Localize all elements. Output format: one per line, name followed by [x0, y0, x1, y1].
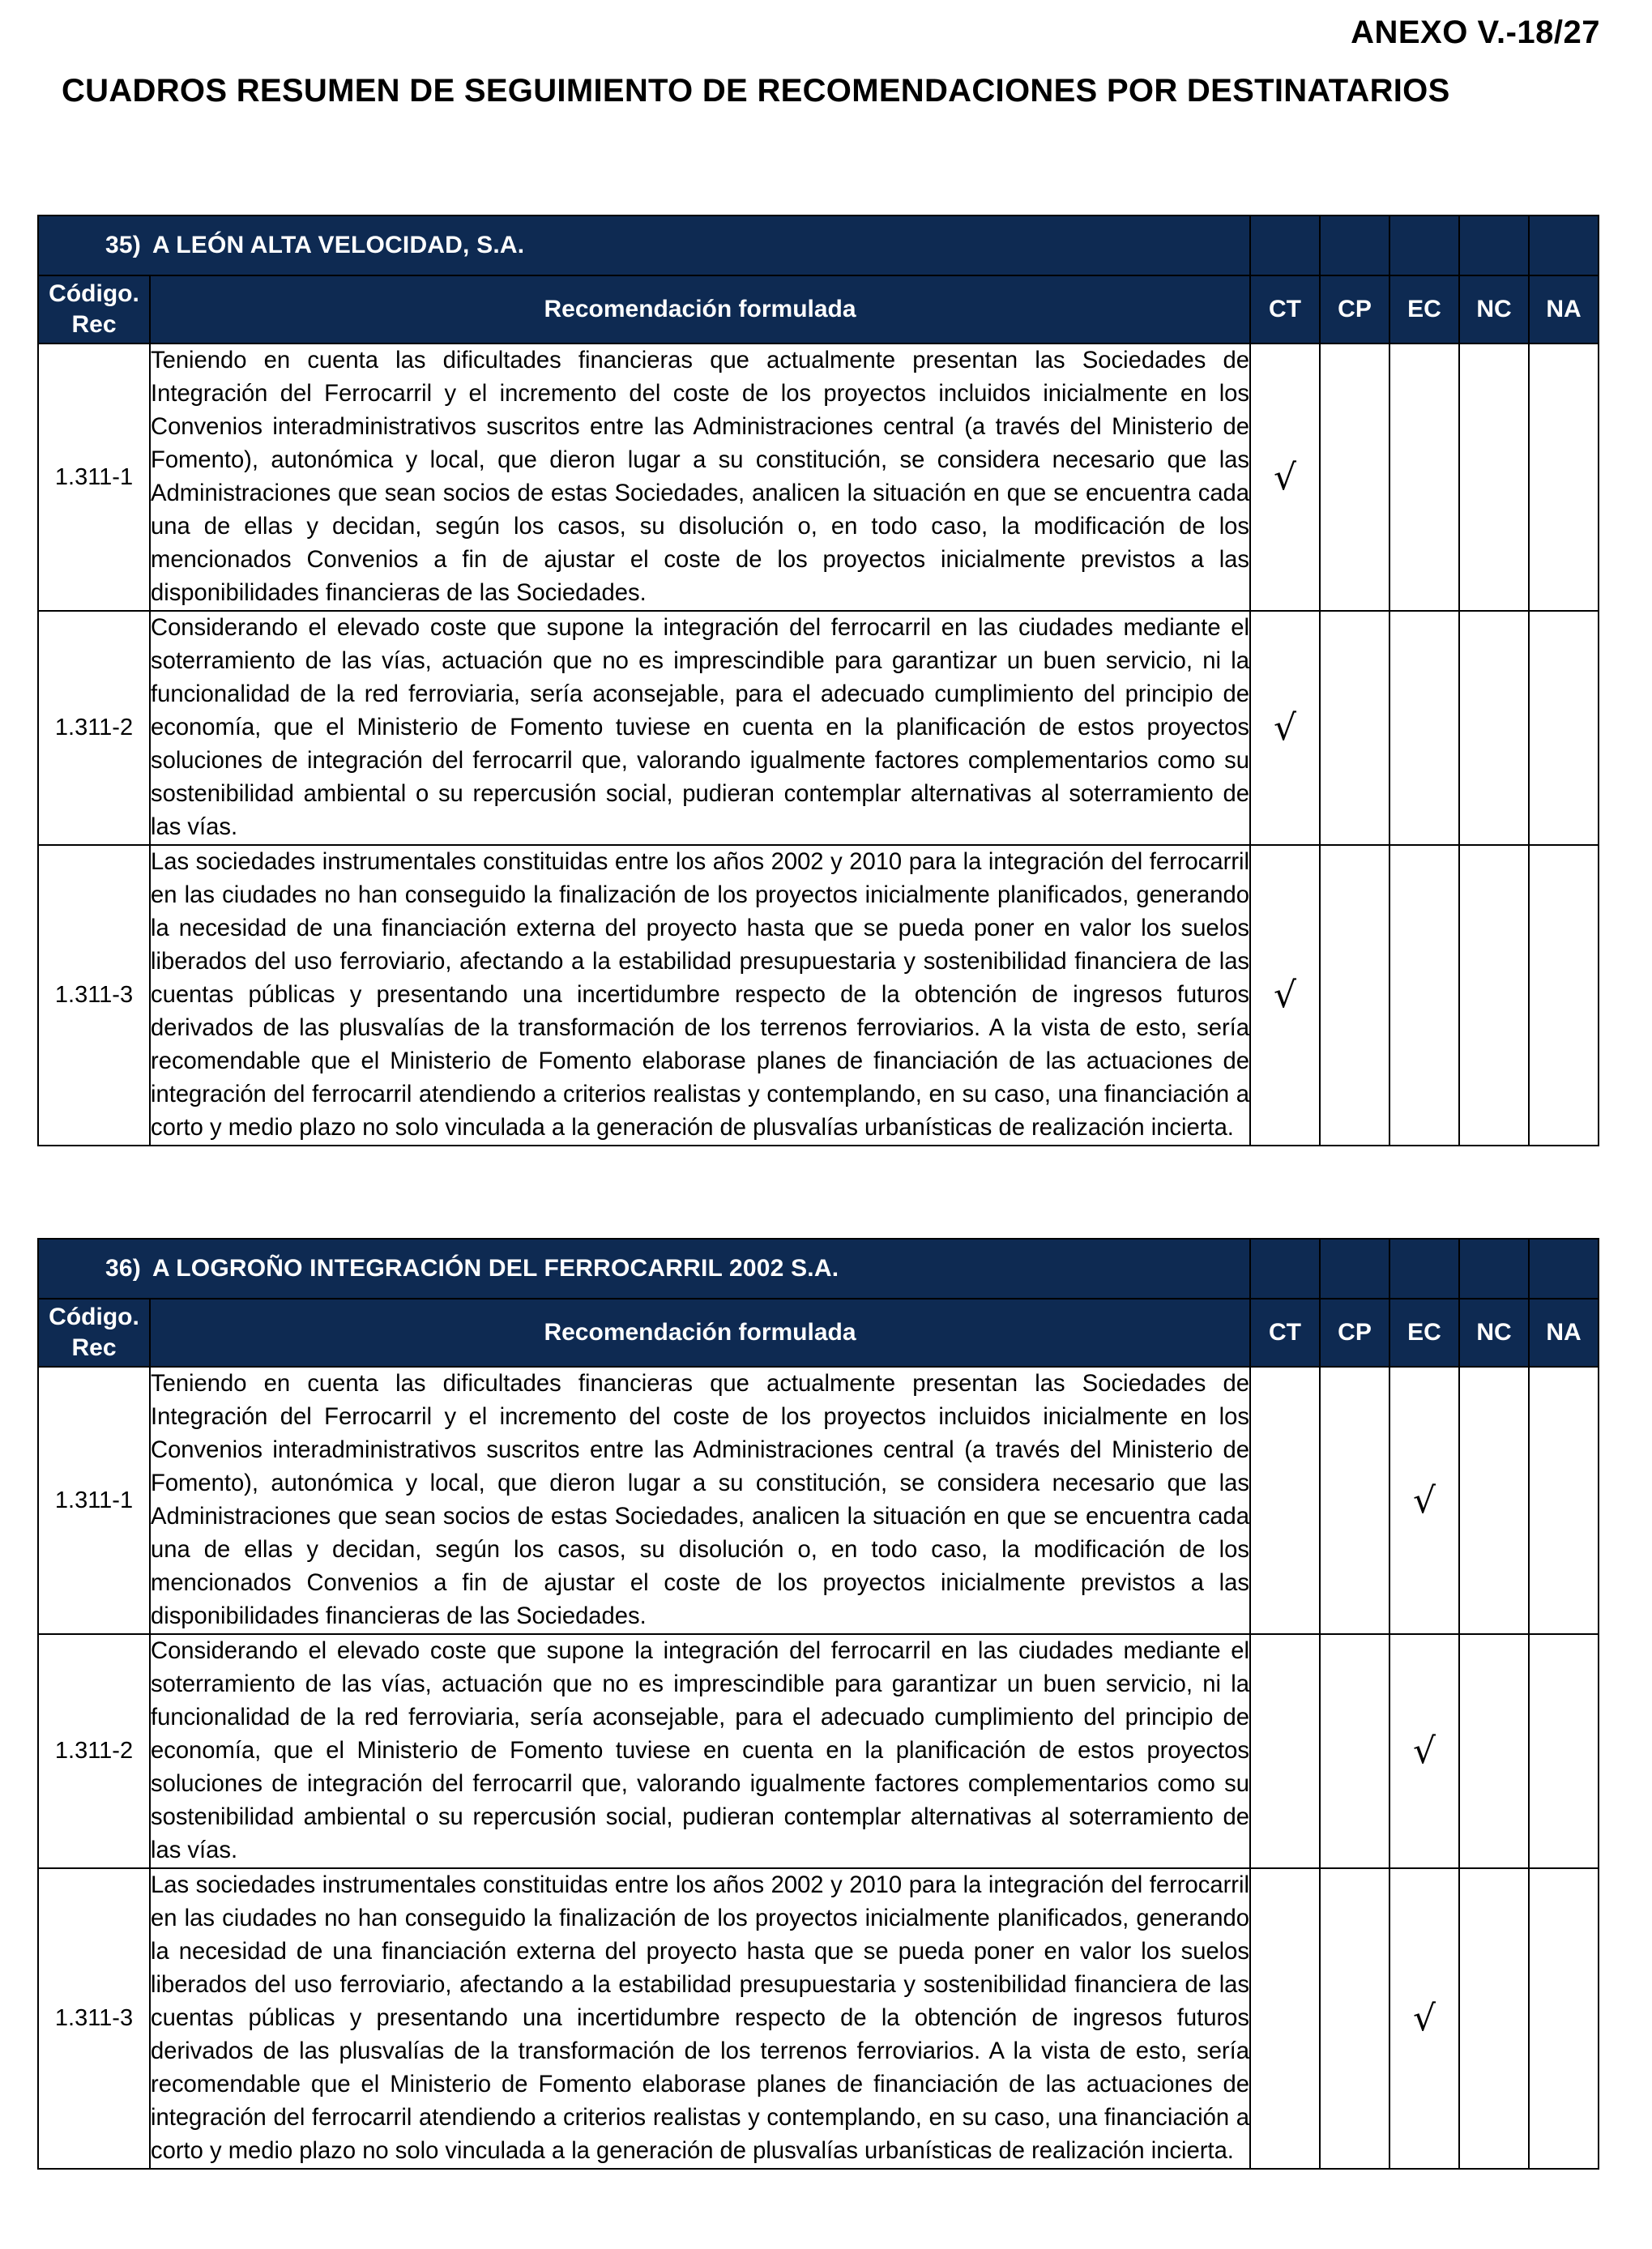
status-cell	[1459, 845, 1529, 1146]
rec-code: 1.311-1	[38, 1367, 150, 1634]
rec-text: Considerando el elevado coste que supone la integración del ferrocarril en las ciudades mediante el soterramiento de las vías, actuación que no es imprescindible para garantizar un buen servicio, ni la funcionalidad de la red ferroviaria, sería aconsejable, para el adecuado cumplimiento del principio de economía, que el Ministerio de Fomento tuviese en cuenta en la planificación de estos proyectos soluciones de integración del ferrocarril que, valorando igualmente factores complementarios como su sostenibilidad ambiental o su repercusión social, pudieran contemplar alternativas al soterramiento de las vías.	[150, 1634, 1250, 1868]
status-cell	[1529, 845, 1599, 1146]
rec-text: Las sociedades instrumentales constituidas entre los años 2002 y 2010 para la integración del ferrocarril en las ciudades no han conseguido la finalización de los proyectos inicialmente planificados, generando la necesidad de una financiación externa del proyecto hasta que se pueda poner en valor los suelos liberados del uso ferroviario, afectando a la estabilidad presupuestaria y sostenibilidad financiera de las cuentas públicas y presentando una incertidumbre respecto de la obtención de ingresos futuros derivados de las plusvalías de la transformación de los terrenos ferroviarios. A la vista de esto, sería recomendable que el Ministerio de Fomento elaborase planes de financiación de las actuaciones de integración del ferrocarril atendiendo a criterios realistas y contemplando, en su caso, una financiación a corto y medio plazo no solo vinculada a la generación de plusvalías urbanísticas de realización incierta.	[150, 1868, 1250, 2169]
status-cell	[1529, 1634, 1599, 1868]
table-row	[38, 1634, 1599, 1868]
status-header-ec: EC	[1389, 275, 1459, 344]
check-mark-icon: √	[1389, 1634, 1459, 1868]
column-header-row	[38, 1299, 1599, 1367]
status-cell	[1320, 845, 1389, 1146]
table-row	[38, 1868, 1599, 2169]
rec-code: 1.311-2	[38, 1634, 150, 1868]
status-header-cp: CP	[1320, 275, 1389, 344]
table-row	[38, 344, 1599, 611]
rec-code: 1.311-2	[38, 611, 150, 845]
rec-code: 1.311-3	[38, 1868, 150, 2169]
code-column-header: Código. Rec	[38, 1299, 150, 1367]
status-cell	[1250, 1634, 1320, 1868]
table-row	[38, 1367, 1599, 1634]
check-mark-icon: √	[1389, 1868, 1459, 2169]
status-cell	[1459, 611, 1529, 845]
status-header-ct: CT	[1250, 275, 1320, 344]
rec-code: 1.311-1	[38, 344, 150, 611]
status-header-na: NA	[1529, 275, 1599, 344]
entity-title: 36) A LOGROÑO INTEGRACIÓN DEL FERROCARRIL 2002 S.A.	[38, 1239, 1250, 1299]
status-cell	[1320, 1868, 1389, 2169]
status-cell	[1459, 1367, 1529, 1634]
status-cell	[1459, 1868, 1529, 2169]
status-header-ct: CT	[1250, 1299, 1320, 1367]
check-mark-icon: √	[1250, 845, 1320, 1146]
status-header-nc: NC	[1459, 275, 1529, 344]
entity-row	[38, 1239, 1599, 1299]
rec-text: Las sociedades instrumentales constituidas entre los años 2002 y 2010 para la integración del ferrocarril en las ciudades no han conseguido la finalización de los proyectos inicialmente planificados, generando la necesidad de una financiación externa del proyecto hasta que se pueda poner en valor los suelos liberados del uso ferroviario, afectando a la estabilidad presupuestaria y sostenibilidad financiera de las cuentas públicas y presentando una incertidumbre respecto de la obtención de ingresos futuros derivados de las plusvalías de la transformación de los terrenos ferroviarios. A la vista de esto, sería recomendable que el Ministerio de Fomento elaborase planes de financiación de las actuaciones de integración del ferrocarril atendiendo a criterios realistas y contemplando, en su caso, una financiación a corto y medio plazo no solo vinculada a la generación de plusvalías urbanísticas de realización incierta.	[150, 845, 1250, 1146]
rec-text: Considerando el elevado coste que supone la integración del ferrocarril en las ciudades mediante el soterramiento de las vías, actuación que no es imprescindible para garantizar un buen servicio, ni la funcionalidad de la red ferroviaria, sería aconsejable, para el adecuado cumplimiento del principio de economía, que el Ministerio de Fomento tuviese en cuenta en la planificación de estos proyectos soluciones de integración del ferrocarril que, valorando igualmente factores complementarios como su sostenibilidad ambiental o su repercusión social, pudieran contemplar alternativas al soterramiento de las vías.	[150, 611, 1250, 845]
entity-row	[38, 216, 1599, 275]
status-cell	[1529, 344, 1599, 611]
recommendation-column-header: Recomendación formulada	[150, 1299, 1250, 1367]
recommendations-table-35	[37, 215, 1599, 1146]
table-row	[38, 845, 1599, 1146]
recommendations-table-36	[37, 1238, 1599, 2170]
status-header-ec: EC	[1389, 1299, 1459, 1367]
table-row	[38, 611, 1599, 845]
status-cell	[1320, 1634, 1389, 1868]
status-cell	[1250, 1868, 1320, 2169]
check-mark-icon: √	[1389, 1367, 1459, 1634]
rec-code: 1.311-3	[38, 845, 150, 1146]
status-header-cp: CP	[1320, 1299, 1389, 1367]
status-cell	[1320, 611, 1389, 845]
status-cell	[1459, 1634, 1529, 1868]
recommendation-column-header: Recomendación formulada	[150, 275, 1250, 344]
check-mark-icon: √	[1250, 344, 1320, 611]
status-cell	[1529, 1868, 1599, 2169]
rec-text: Teniendo en cuenta las dificultades financieras que actualmente presentan las Sociedades de Integración del Ferrocarril y el incremento del coste de los proyectos incluidos inicialmente en los Convenios interadministrativos suscritos entre las Administraciones central (a través del Ministerio de Fomento), autonómica y local, que dieron lugar a su constitución, se considera necesario que las Administraciones que sean socios de estas Sociedades, analicen la situación en que se encuentra cada una de ellas y decidan, según los casos, su disolución o, en todo caso, la modificación de los mencionados Convenios a fin de ajustar el coste de los proyectos inicialmente previstos a las disponibilidades financieras de las Sociedades.	[150, 344, 1250, 611]
status-cell	[1389, 611, 1459, 845]
status-cell	[1320, 344, 1389, 611]
status-cell	[1529, 1367, 1599, 1634]
document-title: CUADROS RESUMEN DE SEGUIMIENTO DE RECOMENDACIONES POR DESTINATARIOS	[62, 73, 1450, 109]
status-header-na: NA	[1529, 1299, 1599, 1367]
status-cell	[1529, 611, 1599, 845]
code-column-header: Código. Rec	[38, 275, 150, 344]
status-header-nc: NC	[1459, 1299, 1529, 1367]
entity-title: 35) A LEÓN ALTA VELOCIDAD, S.A.	[38, 216, 1250, 275]
status-cell	[1250, 1367, 1320, 1634]
annex-number: ANEXO V.-18/27	[1351, 15, 1600, 50]
check-mark-icon: √	[1250, 611, 1320, 845]
status-cell	[1389, 344, 1459, 611]
column-header-row	[38, 275, 1599, 344]
rec-text: Teniendo en cuenta las dificultades financieras que actualmente presentan las Sociedades de Integración del Ferrocarril y el incremento del coste de los proyectos incluidos inicialmente en los Convenios interadministrativos suscritos entre las Administraciones central (a través del Ministerio de Fomento), autonómica y local, que dieron lugar a su constitución, se considera necesario que las Administraciones que sean socios de estas Sociedades, analicen la situación en que se encuentra cada una de ellas y decidan, según los casos, su disolución o, en todo caso, la modificación de los mencionados Convenios a fin de ajustar el coste de los proyectos inicialmente previstos a las disponibilidades financieras de las Sociedades.	[150, 1367, 1250, 1634]
status-cell	[1320, 1367, 1389, 1634]
status-cell	[1389, 845, 1459, 1146]
status-cell	[1459, 344, 1529, 611]
